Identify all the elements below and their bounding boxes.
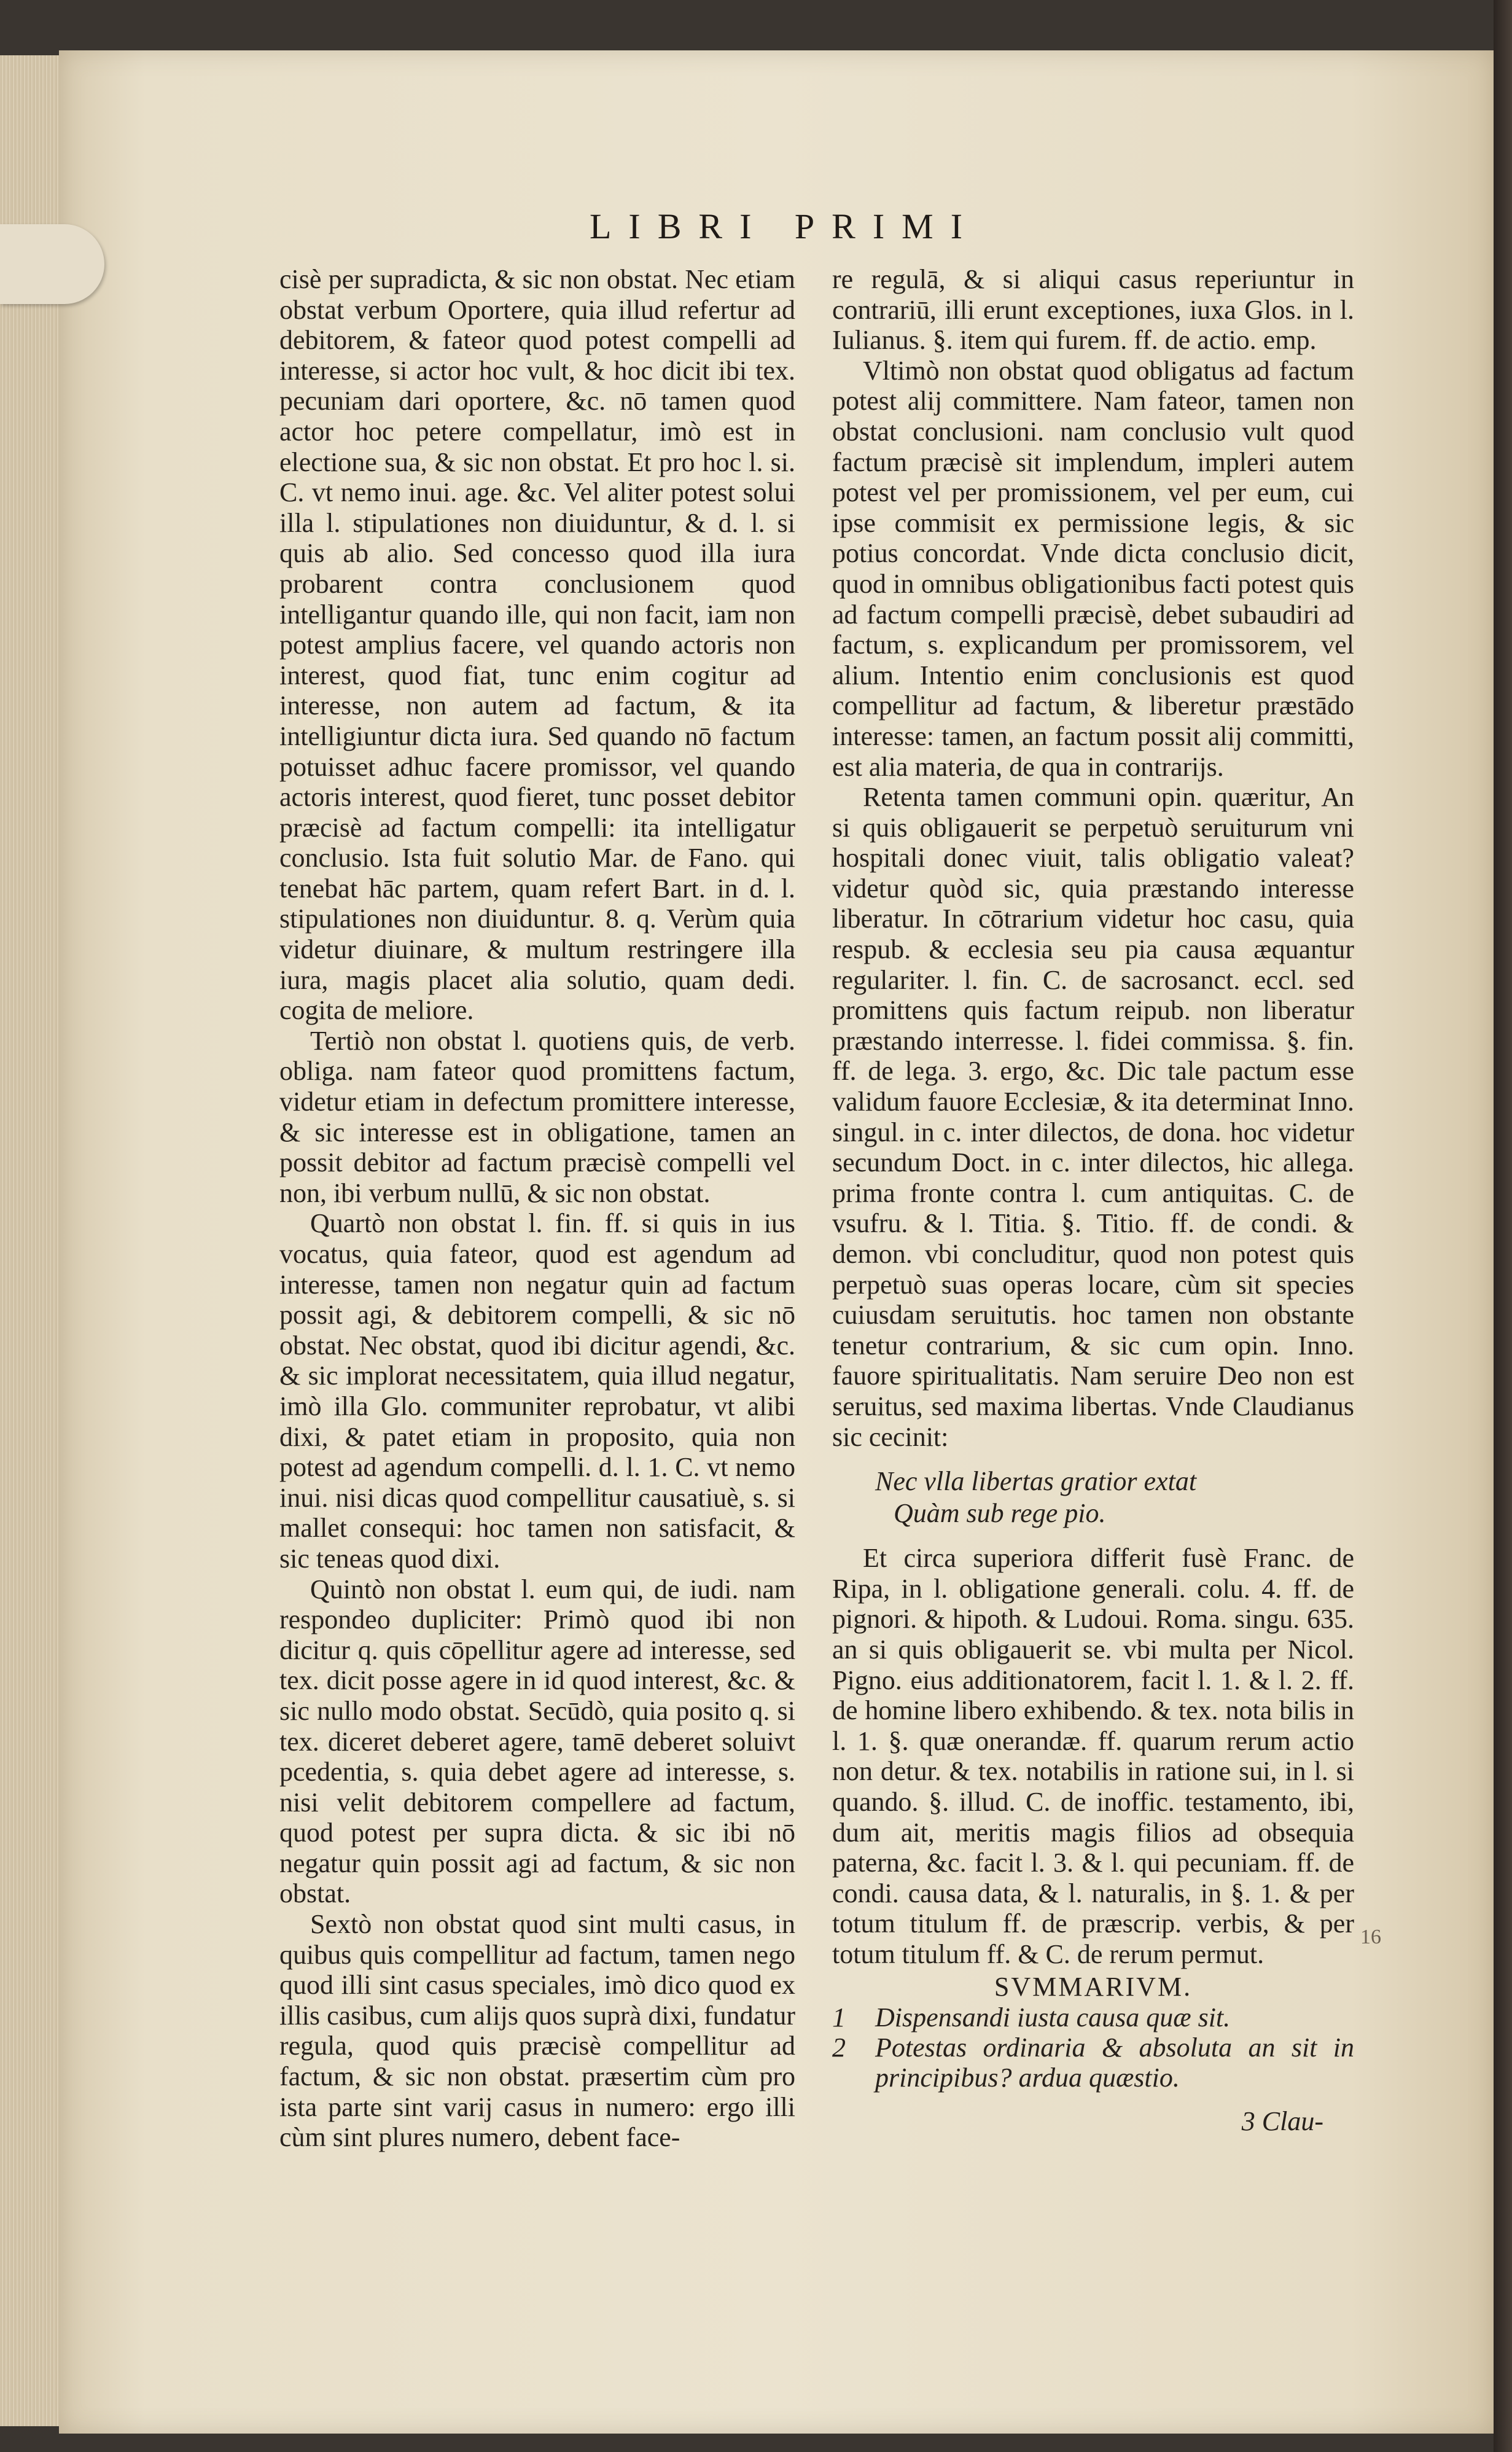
summary-heading: SVMMARIVM. [994,1972,1193,2002]
summary-list [832,2002,1354,2093]
summary-item [832,2032,1354,2093]
right-paragraph-2: Vltimò non obstat quod obligatus ad factum potest alij committere. Nam fateor, tamen non obstat conclusioni. nam conclusio vult quod factum præcisè sit implendum, impleri autem potest vel per promissionem, vel per eum, cui ipse commisit ex permissione legis, & sic potius concordat. Vnde dicta conclusio dicit, quod in omnibus obligationibus facti potest quis ad factum compelli præcisè, debet subaudiri ad factum, s. explicandum per promissorem, vel alium. Intentio enim conclusionis est quod compellitur ad factum, & liberetur præstādo interesse: tamen, an factum possit alij committi, est alia materia, de qua in contrarijs. [832,355,1354,782]
left-paragraph-3: Quartò non obstat l. fin. ff. si quis in ius vocatus, quia fateor, quod est agendum ad interesse, tamen non negatur quin ad factum possit agi, & debitorem compelli, & sic nō obstat. Nec obstat, quod ibi dicitur agendi, &c. & sic implorat necessitatem, quia illud negatur, imò illa Glo. communiter reprobatur, vt alibi dixi, & patet etiam in proposito, quia non potest ad agendum compelli. d. l. 1. C. vt nemo inui. nisi dicas quod compellitur causatiuè, s. si mallet consequi: hoc tamen non satisfacit, & sic teneas quod dixi. [279,1208,795,1574]
running-head: LIBRI PRIMI [590,206,980,246]
left-paragraph-4: Quintò non obstat l. eum qui, de iudi. nam respondeo dupliciter: Primò quod ibi non dicitur q. quis cōpellitur agere ad interesse, sed tex. dicit posse agere in id quod interest, &c. & sic nullo modo obstat. Secūdò, quia posito q. si tex. diceret deberet agere, tamē deberet soluivt pcedentia, s. quia debet agere ad interesse, s. nisi velit debitorem compellere ad factum, quod potest per supra dicta. & sic ibi nō negatur quin possit agi ad factum, & sic non obstat. [279,1574,795,1909]
left-paragraph-5: Sextò non obstat quod sint multi casus, in quibus quis compellitur ad factum, tamen nego quod illi sint casus speciales, imò dico quod ex illis casibus, cum alijs quos suprà dixi, fundatur regula, quod quis præcisè compellitur ad factum, & sic non obstat. præsertim cùm pro ista parte sint varij casus in numero: ergo illi cùm sint plures numero, debent face- [279,1909,795,2153]
left-column [279,264,795,2153]
book-right-edge [1494,0,1512,2452]
left-paragraph-1: cisè per supradicta, & sic non obstat. Nec etiam obstat verbum Oportere, quia illud refertur ad debitorem, & fateor quod potest compelli ad interesse, si actor hoc vult, & hoc dicit ibi tex. pecuniam dari oportere, &c. nō tamen quod actor hoc petere compellatur, imò est in electione sua, & sic non obstat. Et pro hoc l. si. C. vt nemo inui. age. &c. Vel aliter potest solui illa l. stipulationes non diuiduntur, & d. l. si quis ab alio. Sed concesso quod illa iura probarent contra conclusionem quod intelligantur quando ille, qui non facit, iam non potest amplius facere, vel quando actoris non interest, quod fiat, tunc enim cogitur ad interesse, non autem ad factum, & ita intelligiuntur dicta iura. Sed quando nō factum potuisset adhuc facere promissor, vel quando actoris interest, quod fieret, tunc posset debitor præcisè ad factum compelli: ita intelligatur conclusio. Ista fuit solutio Mar. de Fano. qui tenebat hāc partem, quam refert Bart. in d. l. stipulationes non diuiduntur. 8. q. Verùm quia videtur diuinare, & multum restringere illa iura, magis placet alia solutio, quam dedi. cogita de meliore. [279,264,795,1026]
verse-quote [875,1466,1354,1529]
right-paragraph-1: re regulā, & si aliqui casus reperiuntur in contrariū, illi erunt exceptiones, iuxa Glos. in l. Iulianus. §. item qui furem. ff. de actio. emp. [832,264,1354,356]
summary-item-text: Potestas ordinaria & absoluta an sit in principibus? ardua quæstio. [875,2032,1354,2093]
summary-item [832,2002,1354,2032]
catchword: 3 Clau- [1241,2106,1323,2137]
margin-note: 16 [1360,1926,1381,1948]
bookmark-tab [0,224,104,304]
verse-line-2: Quàm sub rege pio. [894,1498,1106,1529]
left-paragraph-2: Tertiò non obstat l. quotiens quis, de verb. obliga. nam fateor quod promittens factum, videtur etiam in defectum promittere interesse, & sic interesse est in obligatione, tamen an possit debitor ad factum præcisè compelli vel non, ibi verbum nullū, & sic non obstat. [279,1025,795,1208]
right-paragraph-3: Retenta tamen communi opin. quæritur, An si quis obligauerit se perpetuò seruiturum vni hospitali donec viuit, talis obligatio valeat? videtur quòd sic, quia præstando interesse liberatur. In cōtrarium videtur hoc casu, quia respub. & ecclesia seu pia causa æquantur regulariter. l. fin. C. de sacrosanct. eccl. sed promittens quis factum reipub. non liberatur præstando interresse. l. fidei commissa. §. fin. ff. de lega. 3. ergo, &c. Dic tale pactum esse validum fauore Ecclesiæ, & ita determinat Inno. singul. in c. inter dilectos, de dona. hoc videtur secundum Doct. in c. inter dilectos, hic allega. prima fronte contra l. cum antiquitas. C. de vsufru. & l. Titia. §. Titio. ff. de condi. & demon. vbi concluditur, quod non potest quis perpetuò suas operas locare, cùm sit species cuiusdam seruitutis. hoc tamen non obstante tenetur contrarium, & sic cum opin. Inno. fauore spiritualitatis. Nam seruire Deo non est seruitus, sed maxima libertas. Vnde Claudianus sic cecinit: [832,782,1354,1452]
verse-line-1: Nec vlla libertas gratior extat [875,1466,1197,1497]
summary-item-number: 1 [832,2002,846,2033]
summary-item-number: 2 [832,2032,846,2063]
right-column [832,264,1354,2137]
summary-item-text: Dispensandi iusta causa quæ sit. [875,2002,1231,2033]
right-paragraph-4: Et circa superiora differit fusè Franc. de Ripa, in l. obligatione generali. colu. 4. ff. de pignori. & hipoth. & Ludoui. Roma. singu. 635. an si quis obligauerit se. vbi multa per Nicol. Pigno. eius additionatorem, facit l. 1. & l. 2. ff. de homine libero exhibendo. & tex. nota bilis in l. 1. §. quæ onerandæ. ff. quarum rerum actio non detur. & tex. notabilis in ratione sui, in l. si quando. §. illud. C. de inoffic. testamento, ibi, dum ait, meritis magis filios ad obsequia paterna, &c. facit l. 3. & l. qui pecuniam. ff. de condi. causa data, & l. naturalis, in §. 1. & per totum titulum ff. de præscrip. verbis, & per totum titulum ff. & C. de rerum permut. [832,1543,1354,1969]
